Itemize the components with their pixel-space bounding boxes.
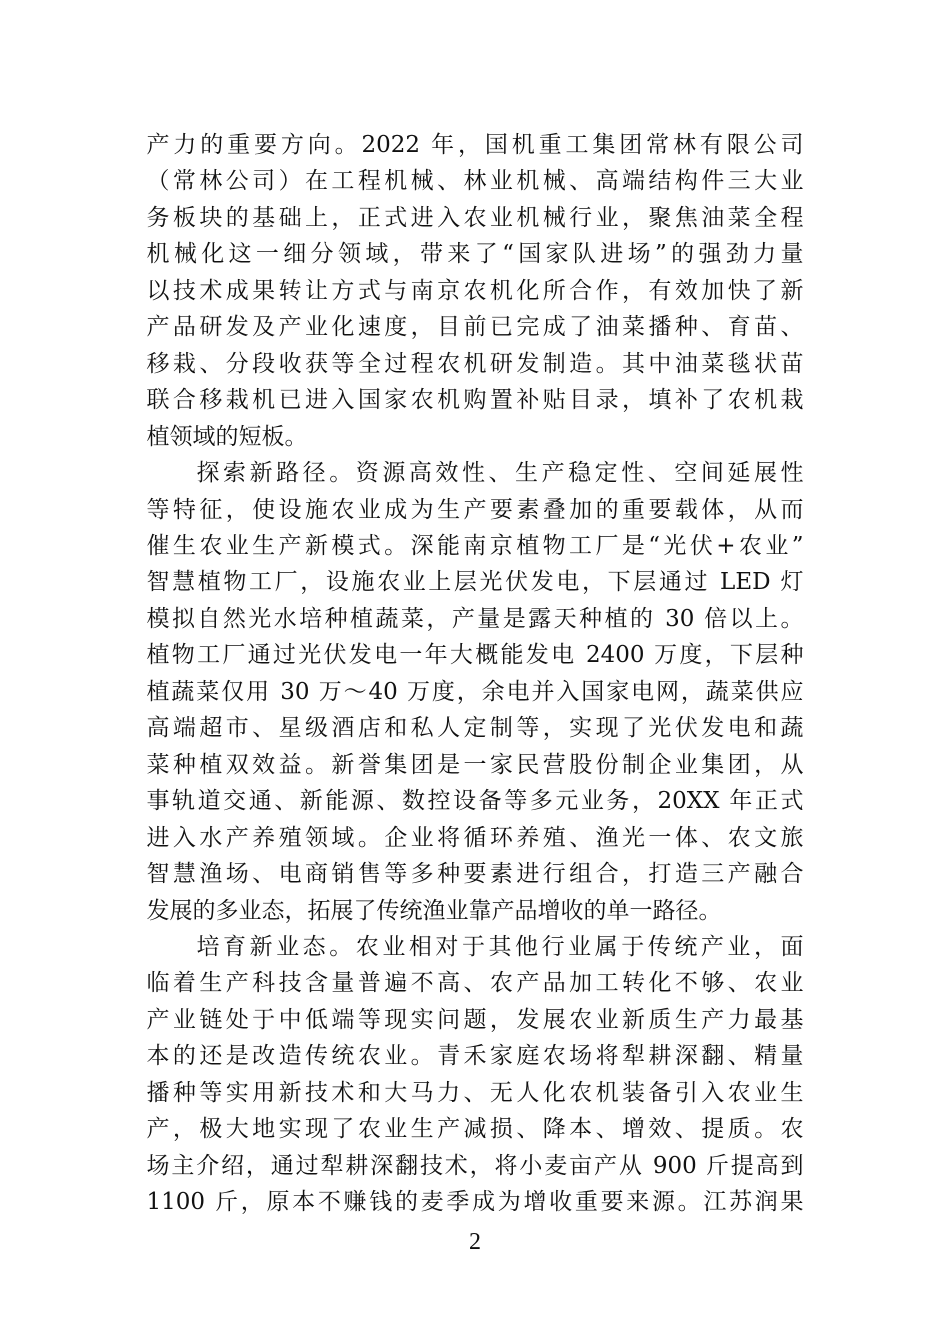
text-line: 产品研发及产业化速度，目前已完成了油菜播种、育苗、 (146, 314, 804, 341)
text-line: 智慧植物工厂，设施农业上层光伏发电，下层通过 LED 灯 (146, 569, 804, 596)
paragraph (147, 929, 804, 1221)
paragraph (147, 455, 804, 929)
text-line: 产力的重要方向。2022 年，国机重工集团常林有限公司 (146, 132, 804, 158)
text-line: 产业链处于中低端等现实问题，发展农业新质生产力最基 (146, 1006, 804, 1033)
text-line: 联合移栽机已进入国家农机购置补贴目录，填补了农机栽 (146, 387, 804, 414)
text-line: 务板块的基础上，正式进入农业机械行业，聚焦油菜全程 (146, 204, 804, 231)
text-line: 模拟自然光水培种植蔬菜，产量是露天种植的 30 倍以上。 (146, 605, 804, 632)
text-line: 场主介绍，通过犁耕深翻技术，将小麦亩产从 900 斤提高到 (146, 1152, 804, 1179)
text-line: 菜种植双效益。新誉集团是一家民营股份制企业集团，从 (146, 751, 804, 778)
text-line: 探索新路径。资源高效性、生产稳定性、空间延展性 (196, 460, 804, 487)
text-line: 培育新业态。农业相对于其他行业属于传统产业，面 (196, 933, 804, 960)
text-line: 智慧渔场、电商销售等多种要素进行组合，打造三产融合 (146, 861, 804, 888)
text-line: 播种等实用新技术和大马力、无人化农机装备引入农业生 (146, 1079, 804, 1106)
page-number: 2 (469, 1228, 481, 1255)
text-line: 植领域的短板。 (146, 423, 308, 450)
text-line: 等特征，使设施农业成为生产要素叠加的重要载体，从而 (146, 496, 804, 523)
text-line: 以技术成果转让方式与南京农机化所合作，有效加快了新 (146, 277, 804, 304)
paragraph (147, 127, 804, 455)
text-line: 事轨道交通、新能源、数控设备等多元业务，20XX 年正式 (146, 788, 804, 815)
text-line: 进入水产养殖领域。企业将循环养殖、渔光一体、农文旅 (146, 824, 804, 851)
document-body (147, 127, 804, 1221)
text-line: 高端超市、星级酒店和私人定制等，实现了光伏发电和蔬 (146, 715, 804, 742)
text-line: 1100 斤，原本不赚钱的麦季成为增收重要来源。江苏润果 (146, 1189, 804, 1216)
text-line: 移栽、分段收获等全过程农机研发制造。其中油菜毯状苗 (146, 350, 804, 377)
text-line: 植蔬菜仅用 30 万～40 万度，余电并入国家电网，蔬菜供应 (146, 678, 804, 705)
text-line: 机械化这一细分领域，带来了“国家队进场”的强劲力量 (146, 241, 804, 268)
text-line: 发展的多业态，拓展了传统渔业靠产品增收的单一路径。 (146, 897, 722, 924)
text-line: 临着生产科技含量普遍不高、农产品加工转化不够、农业 (146, 970, 804, 997)
text-line: 催生农业生产新模式。深能南京植物工厂是“光伏+农业” (146, 532, 804, 559)
text-line: 产，极大地实现了农业生产减损、降本、增效、提质。农 (146, 1116, 804, 1143)
text-line: （常林公司）在工程机械、林业机械、高端结构件三大业 (146, 168, 804, 195)
text-line: 本的还是改造传统农业。青禾家庭农场将犁耕深翻、精量 (146, 1043, 804, 1070)
text-line: 植物工厂通过光伏发电一年大概能发电 2400 万度，下层种 (146, 642, 804, 669)
